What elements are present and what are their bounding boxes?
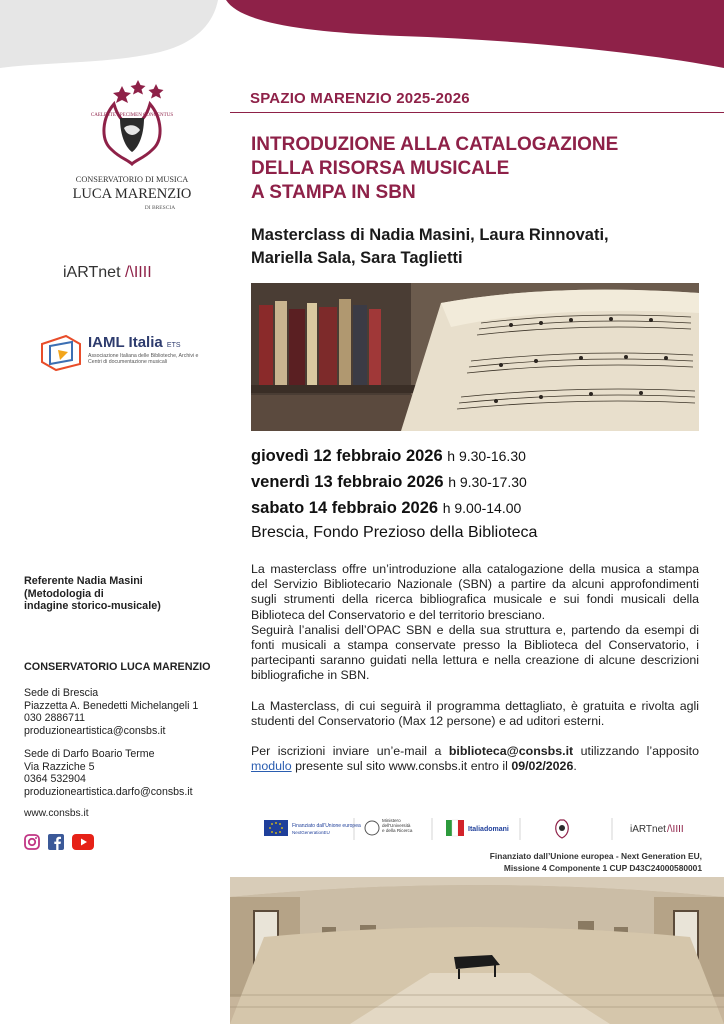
seal-text: CAELESTE SPECIMEN CONCENTUS	[90, 113, 174, 118]
iartnet-mark: /\IIII	[124, 264, 152, 281]
iaml-description: Associazione Italiana delle Biblioteche, Archivi e Centri di documentazione musicali	[88, 353, 199, 366]
title-line: INTRODUZIONE ALLA CATALOGAZIONE	[251, 134, 619, 155]
header-divider	[230, 112, 724, 113]
phone: 0364 532904	[24, 773, 86, 786]
teachers-line: Masterclass di Nadia Masini, Laura Rinnovati,	[251, 226, 609, 244]
iaml-title	[88, 334, 181, 351]
iaml-name: IAML Italia	[88, 334, 163, 351]
iartnet-small-text: iARTnet	[630, 824, 666, 835]
event-title	[251, 133, 711, 205]
conservatorio-logo	[70, 78, 240, 218]
funding-note	[420, 851, 702, 874]
iartnet-text: iARTnet	[63, 264, 121, 281]
address-line: Sede di Brescia	[24, 687, 99, 699]
teachers-line: Mariella Sala, Sara Taglietti	[251, 249, 463, 267]
registration-text: .	[573, 759, 577, 774]
eu-text: Finanziato dall'Unione europea	[292, 823, 361, 829]
social-links	[24, 834, 94, 850]
registration-paragraph	[251, 744, 699, 774]
date-row	[251, 443, 711, 469]
funding-line: Missione 4 Componente 1 CUP D43C24000580001	[503, 862, 702, 873]
teachers	[251, 224, 711, 270]
address-line: Sede di Darfo Boario Terme	[24, 748, 155, 760]
registration-deadline: 09/02/2026	[511, 759, 574, 774]
description-paragraph: Seguirà l’analisi dell’OPAC SBN e della sua struttura e, partendo da esempi di fonti musicali a stampa conservate presso la Biblioteca del Conservatorio, i partecipanti saranno guidati nella lettura e nella creazione di alcune descrizioni bibliografiche in SBN.	[251, 622, 699, 683]
address-line: Piazzetta A. Benedetti Michelangeli 1	[24, 699, 199, 712]
location: Brescia, Fondo Prezioso della Biblioteca	[251, 524, 538, 541]
title-line: A STAMPA IN SBN	[251, 182, 416, 203]
date-row	[251, 495, 711, 521]
date-day: venerdì 13 febbraio 2026	[251, 473, 444, 491]
date-hours: h 9.30-16.30	[447, 448, 526, 464]
referente	[24, 575, 219, 613]
concert-hall-photo	[230, 877, 724, 1024]
address-darfo	[24, 748, 224, 798]
logo-city-text: DI BRESCIA	[144, 205, 176, 211]
date-row	[251, 469, 711, 495]
instagram-icon[interactable]	[24, 834, 40, 850]
dates-list	[251, 443, 711, 521]
description	[251, 562, 699, 774]
website[interactable]: www.consbs.it	[24, 808, 89, 819]
italiadomani-text: Italiadomani	[468, 826, 509, 833]
email[interactable]: produzioneartistica.darfo@consbs.it	[24, 785, 193, 798]
date-hours: h 9.30-17.30	[448, 474, 527, 490]
address-line: Via Razziche 5	[24, 760, 95, 773]
address-brescia	[24, 687, 224, 737]
referente-line: (Metodologia di	[24, 587, 104, 600]
facebook-icon[interactable]	[48, 834, 64, 850]
description-paragraph: La masterclass offre un’introduzione alla catalogazione della musica a stampa del Servizio Bibliotecario Nazionale (SBN) a partire da alcuni approfondimenti sugli strumenti della ricerca bibliografica musicale e sui fondi musicali della Biblioteca del Conservatorio e del territorio bresciano.	[251, 562, 699, 622]
conservatorio-heading: CONSERVATORIO LUCA MARENZIO	[24, 661, 211, 673]
eu-subtext: NextGenerationEU	[292, 830, 330, 835]
top-decorative-band	[0, 0, 724, 80]
module-link[interactable]: modulo	[251, 759, 292, 774]
registration-text: utilizzando l’apposito	[573, 744, 699, 759]
iaml-ets: ETS	[166, 342, 181, 349]
ministry-text: Ministero dell'Università e della Ricerca	[382, 818, 413, 833]
title-line: DELLA RISORSA MUSICALE	[251, 158, 510, 179]
youtube-icon[interactable]	[72, 834, 94, 850]
registration-email[interactable]: biblioteca@consbs.it	[448, 744, 574, 759]
email[interactable]: produzioneartistica@consbs.it	[24, 724, 166, 737]
phone: 030 2886711	[24, 712, 86, 725]
registration-text: Per iscrizioni inviare un’e-mail a	[251, 744, 449, 759]
registration-text: presente sul sito www.consbs.it entro il	[291, 759, 512, 774]
referente-line: Referente Nadia Masini	[24, 575, 143, 587]
date-day: giovedì 12 febbraio 2026	[251, 447, 443, 465]
date-day: sabato 14 febbraio 2026	[251, 499, 439, 517]
referente-line: indagine storico-musicale)	[24, 600, 161, 612]
sheet-music-photo	[251, 283, 699, 431]
logo-name-text: LUCA MARENZIO	[72, 186, 192, 202]
iartnet-small-mark: /\IIII	[667, 824, 684, 835]
logo-top-text: CONSERVATORIO DI MUSICA	[75, 175, 189, 184]
iartnet-logo	[63, 264, 152, 282]
funding-logos	[262, 814, 702, 844]
funding-line: Finanziato dall’Unione europea - Next Generation EU,	[489, 851, 702, 861]
series-title: SPAZIO MARENZIO 2025-2026	[250, 90, 470, 107]
date-hours: h 9.00-14.00	[442, 500, 522, 516]
description-paragraph: La Masterclass, di cui seguirà il programma dettagliato, è gratuita e rivolta agli studenti del Conservatorio (Max 12 persone) e ad uditori esterni.	[251, 698, 699, 728]
